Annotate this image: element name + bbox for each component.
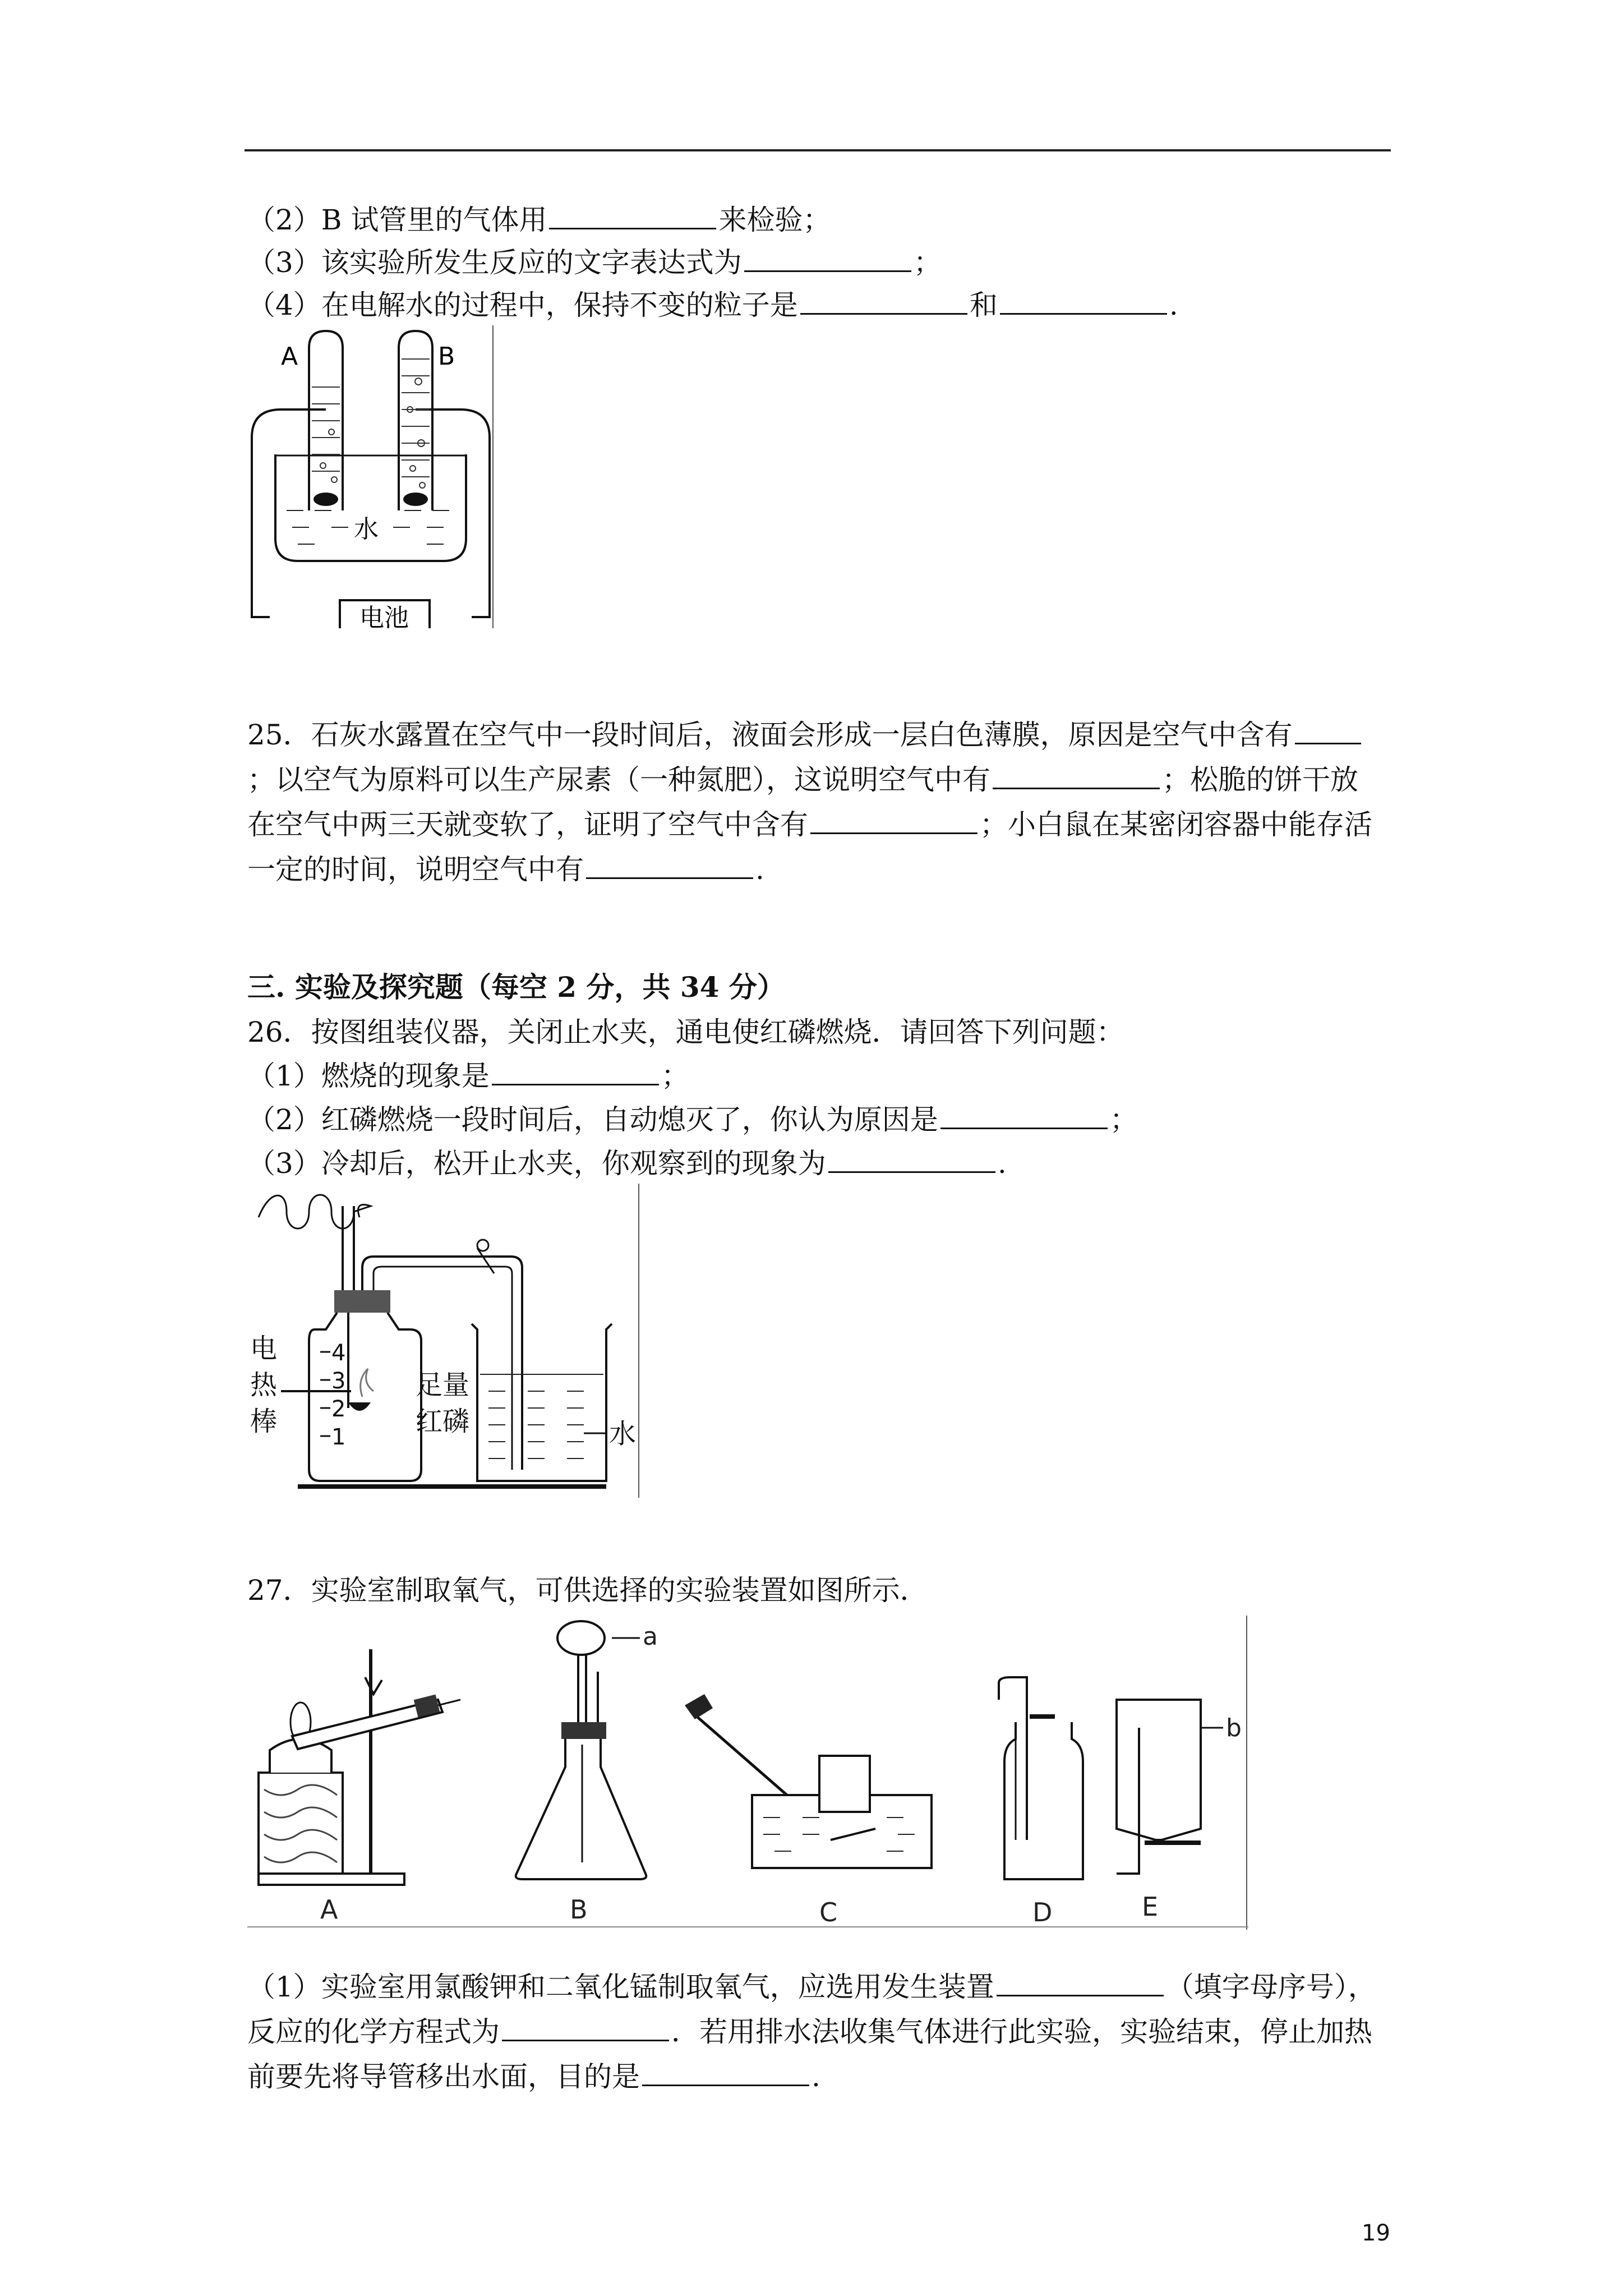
apparatus-a (259, 1649, 460, 1925)
rod-label-2: 热 (250, 1369, 278, 1401)
phosphorus-label-1: 足量 (416, 1369, 470, 1401)
q27-sub-1-line-2: 反应的化学方程式为 ．若用排水法收集气体进行此实验，实验结束，停止加热 (247, 2014, 1372, 2050)
answer-blank[interactable] (492, 1058, 659, 1085)
battery-label: 电池 (359, 604, 409, 628)
mark-4: 4 (331, 1340, 346, 1366)
q26-sub-3: （3）冷却后，松开止水夹，你观察到的现象为 . (247, 1145, 1007, 1181)
answer-blank[interactable] (800, 287, 967, 315)
label-d: D (1032, 1897, 1053, 1927)
oxygen-apparatus-figure (247, 1616, 1248, 1930)
q24-line-3: （3）该实验所发生反应的文字表达式为 ； (247, 245, 942, 280)
section-heading: 三. 实验及探究题（每空 2 分，共 34 分） (247, 970, 785, 1004)
answer-blank[interactable] (586, 852, 753, 879)
tube-a-label: A (281, 342, 298, 371)
answer-blank[interactable] (810, 807, 978, 834)
phosphorus-label-2: 红磷 (416, 1406, 470, 1437)
q24-line-4: （4）在电解水的过程中，保持不变的粒子是 和 . (247, 287, 1178, 323)
label-e: E (1142, 1892, 1159, 1922)
q27-sub-1-line-1: （1）实验室用氯酸钾和二氧化锰制取氧气，应选用发生装置 （填字母序号）， (247, 1969, 1376, 2005)
answer-blank[interactable] (642, 2059, 809, 2086)
q25-line-1: 25．石灰水露置在空气中一段时间后，液面会形成一层白色薄膜，原因是空气中含有 (247, 717, 1363, 753)
q25-line-2: ；以空气为原料可以生产尿素（一种氮肥），这说明空气中有 ；松脆的饼干放 (247, 762, 1358, 798)
label-c: C (819, 1897, 838, 1927)
rod-label-1: 电 (250, 1333, 278, 1364)
answer-blank[interactable] (940, 1102, 1108, 1129)
q27-sub-1-line-3: 前要先将导管移出水面，目的是 . (247, 2059, 820, 2095)
label-funnel-a: a (643, 1622, 658, 1651)
page-number: 19 (1362, 2220, 1390, 2246)
mark-2: 2 (331, 1396, 346, 1422)
answer-blank[interactable] (993, 762, 1160, 789)
apparatus-e (1117, 1700, 1242, 1922)
apparatus-c (685, 1694, 932, 1927)
mark-1: 1 (331, 1424, 346, 1450)
q26-stem: 26．按图组装仪器，关闭止水夹，通电使红磷燃烧．请回答下列问题： (247, 1016, 1124, 1048)
answer-blank[interactable] (828, 1145, 995, 1173)
header-rule (245, 149, 1391, 151)
q26-sub-1: （1）燃烧的现象是 ； (247, 1058, 689, 1094)
answer-blank[interactable] (1000, 287, 1167, 315)
q25-line-4: 一定的时间，说明空气中有 . (247, 852, 764, 887)
answer-blank[interactable] (997, 1969, 1164, 1996)
apparatus-b (516, 1621, 658, 1925)
electrolysis-figure (247, 325, 494, 628)
rod-label-3: 棒 (250, 1406, 278, 1437)
answer-blank[interactable] (549, 202, 716, 229)
q27-stem: 27．实验室制取氧气，可供选择的实验装置如图所示． (247, 1574, 928, 1607)
answer-blank[interactable] (1295, 717, 1361, 744)
phosphorus-figure (247, 1184, 640, 1498)
answer-blank[interactable] (502, 2014, 669, 2041)
q24-line-2: （2）B 试管里的气体用 来检验； (247, 202, 831, 238)
tube-b-label: B (438, 342, 455, 371)
mark-3: 3 (331, 1368, 346, 1394)
q25-line-3: 在空气中两三天就变软了，证明了空气中含有 ；小白鼠在某密闭容器中能存活 (247, 807, 1372, 843)
label-b: B (570, 1894, 588, 1925)
answer-blank[interactable] (744, 245, 911, 272)
beaker-water-label: 水 (609, 1418, 637, 1450)
apparatus-d (999, 1677, 1083, 1927)
q26-sub-2: （2）红磷燃烧一段时间后，自动熄灭了，你认为原因是 ； (247, 1102, 1138, 1138)
label-bottle-b: b (1226, 1714, 1242, 1742)
label-a: A (320, 1894, 338, 1925)
water-label: 水 (354, 515, 379, 544)
